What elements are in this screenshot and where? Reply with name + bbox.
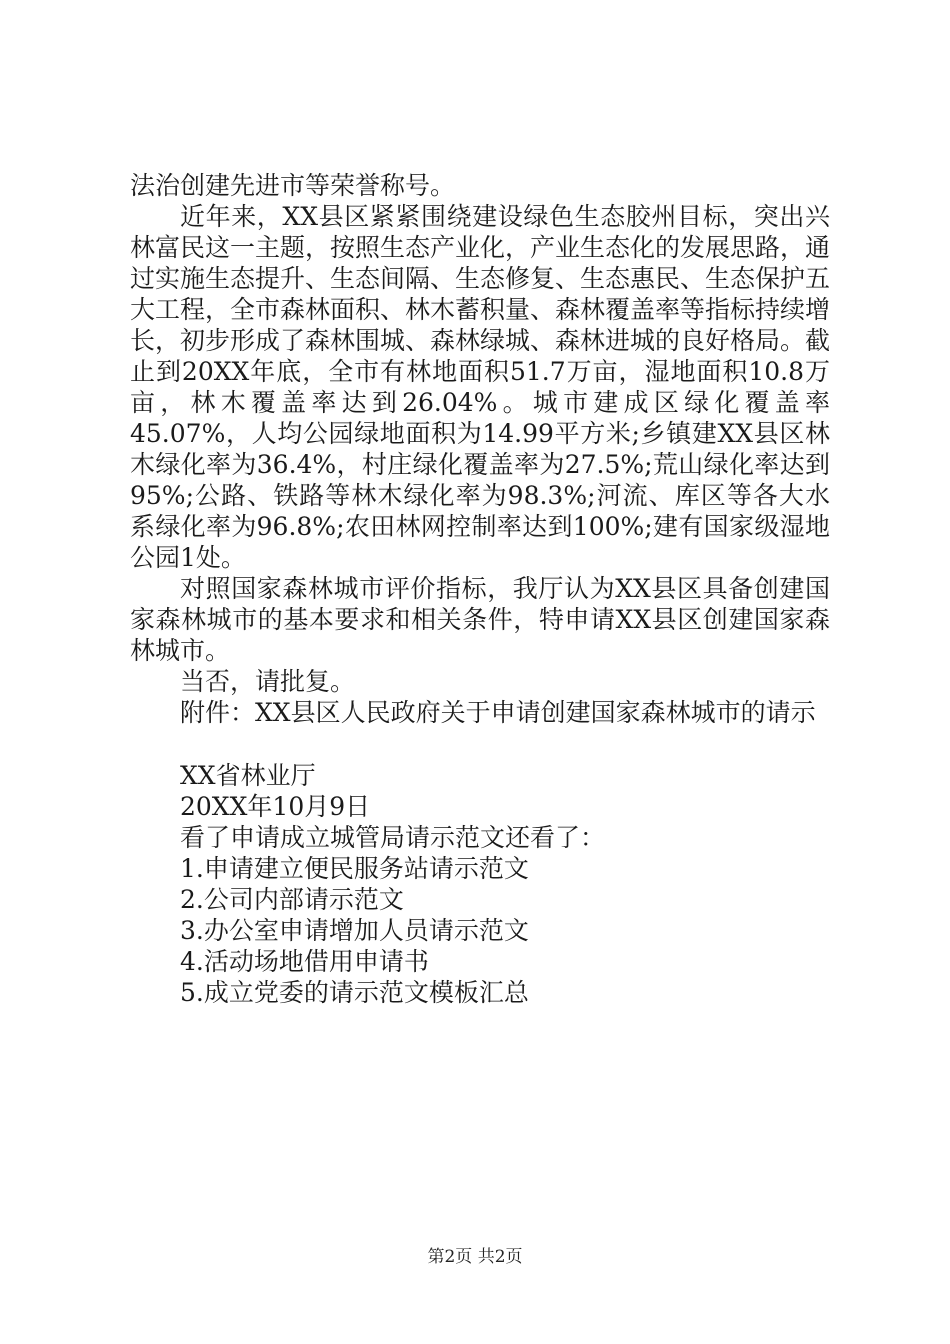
closing-line: 当否，请批复。 [180, 667, 356, 696]
date-line: 20XX年10月9日 [180, 792, 371, 821]
related-heading: 看了申请成立城管局请示范文还看了： [180, 823, 606, 852]
document-body [130, 170, 830, 1008]
spacer [130, 728, 830, 760]
related-item: 4.活动场地借用申请书 [180, 947, 429, 976]
related-item: 2.公司内部请示范文 [180, 885, 404, 914]
paragraph-forest-statistics: 近年来，XX县区紧紧围绕建设绿色生态胶州目标，突出兴林富民这一主题，按照生态产业化，产业生态化的发展思路，通过实施生态提升、生态间隔、生态修复、生态惠民、生态保护五大工程，全市森林面积、林木蓄积量、森林覆盖率等指标持续增长，初步形成了森林围城、森林绿城、森林进城的良好格局。截止到20XX年底，全市有林地面积51.7万亩，湿地面积10.8万亩，林木覆盖率达到26.04%。城市建成区绿化覆盖率45.07%，人均公园绿地面积为14.99平方米;乡镇建XX县区林木绿化率为36.4%，村庄绿化覆盖率为27.5%;荒山绿化率达到95%;公路、铁路等林木绿化率为98.3%;河流、库区等各大水系绿化率为96.8%;农田林网控制率达到100%;建有国家级湿地公园1处。 [130, 202, 831, 572]
attachment-line: 附件：XX县区人民政府关于申请创建国家森林城市的请示 [180, 698, 816, 727]
related-item: 3.办公室申请增加人员请示范文 [180, 916, 529, 945]
page-footer: 第2页 共2页 [427, 1247, 523, 1267]
issuer-line: XX省林业厅 [180, 761, 316, 790]
paragraph-continuation: 法治创建先进市等荣誉称号。 [130, 171, 456, 200]
paragraph-application-request: 对照国家森林城市评价指标，我厅认为XX县区具备创建国家森林城市的基本要求和相关条件，特申请XX县区创建国家森林城市。 [130, 574, 830, 665]
related-item: 1.申请建立便民服务站请示范文 [180, 854, 529, 883]
related-item: 5.成立党委的请示范文模板汇总 [180, 978, 529, 1007]
